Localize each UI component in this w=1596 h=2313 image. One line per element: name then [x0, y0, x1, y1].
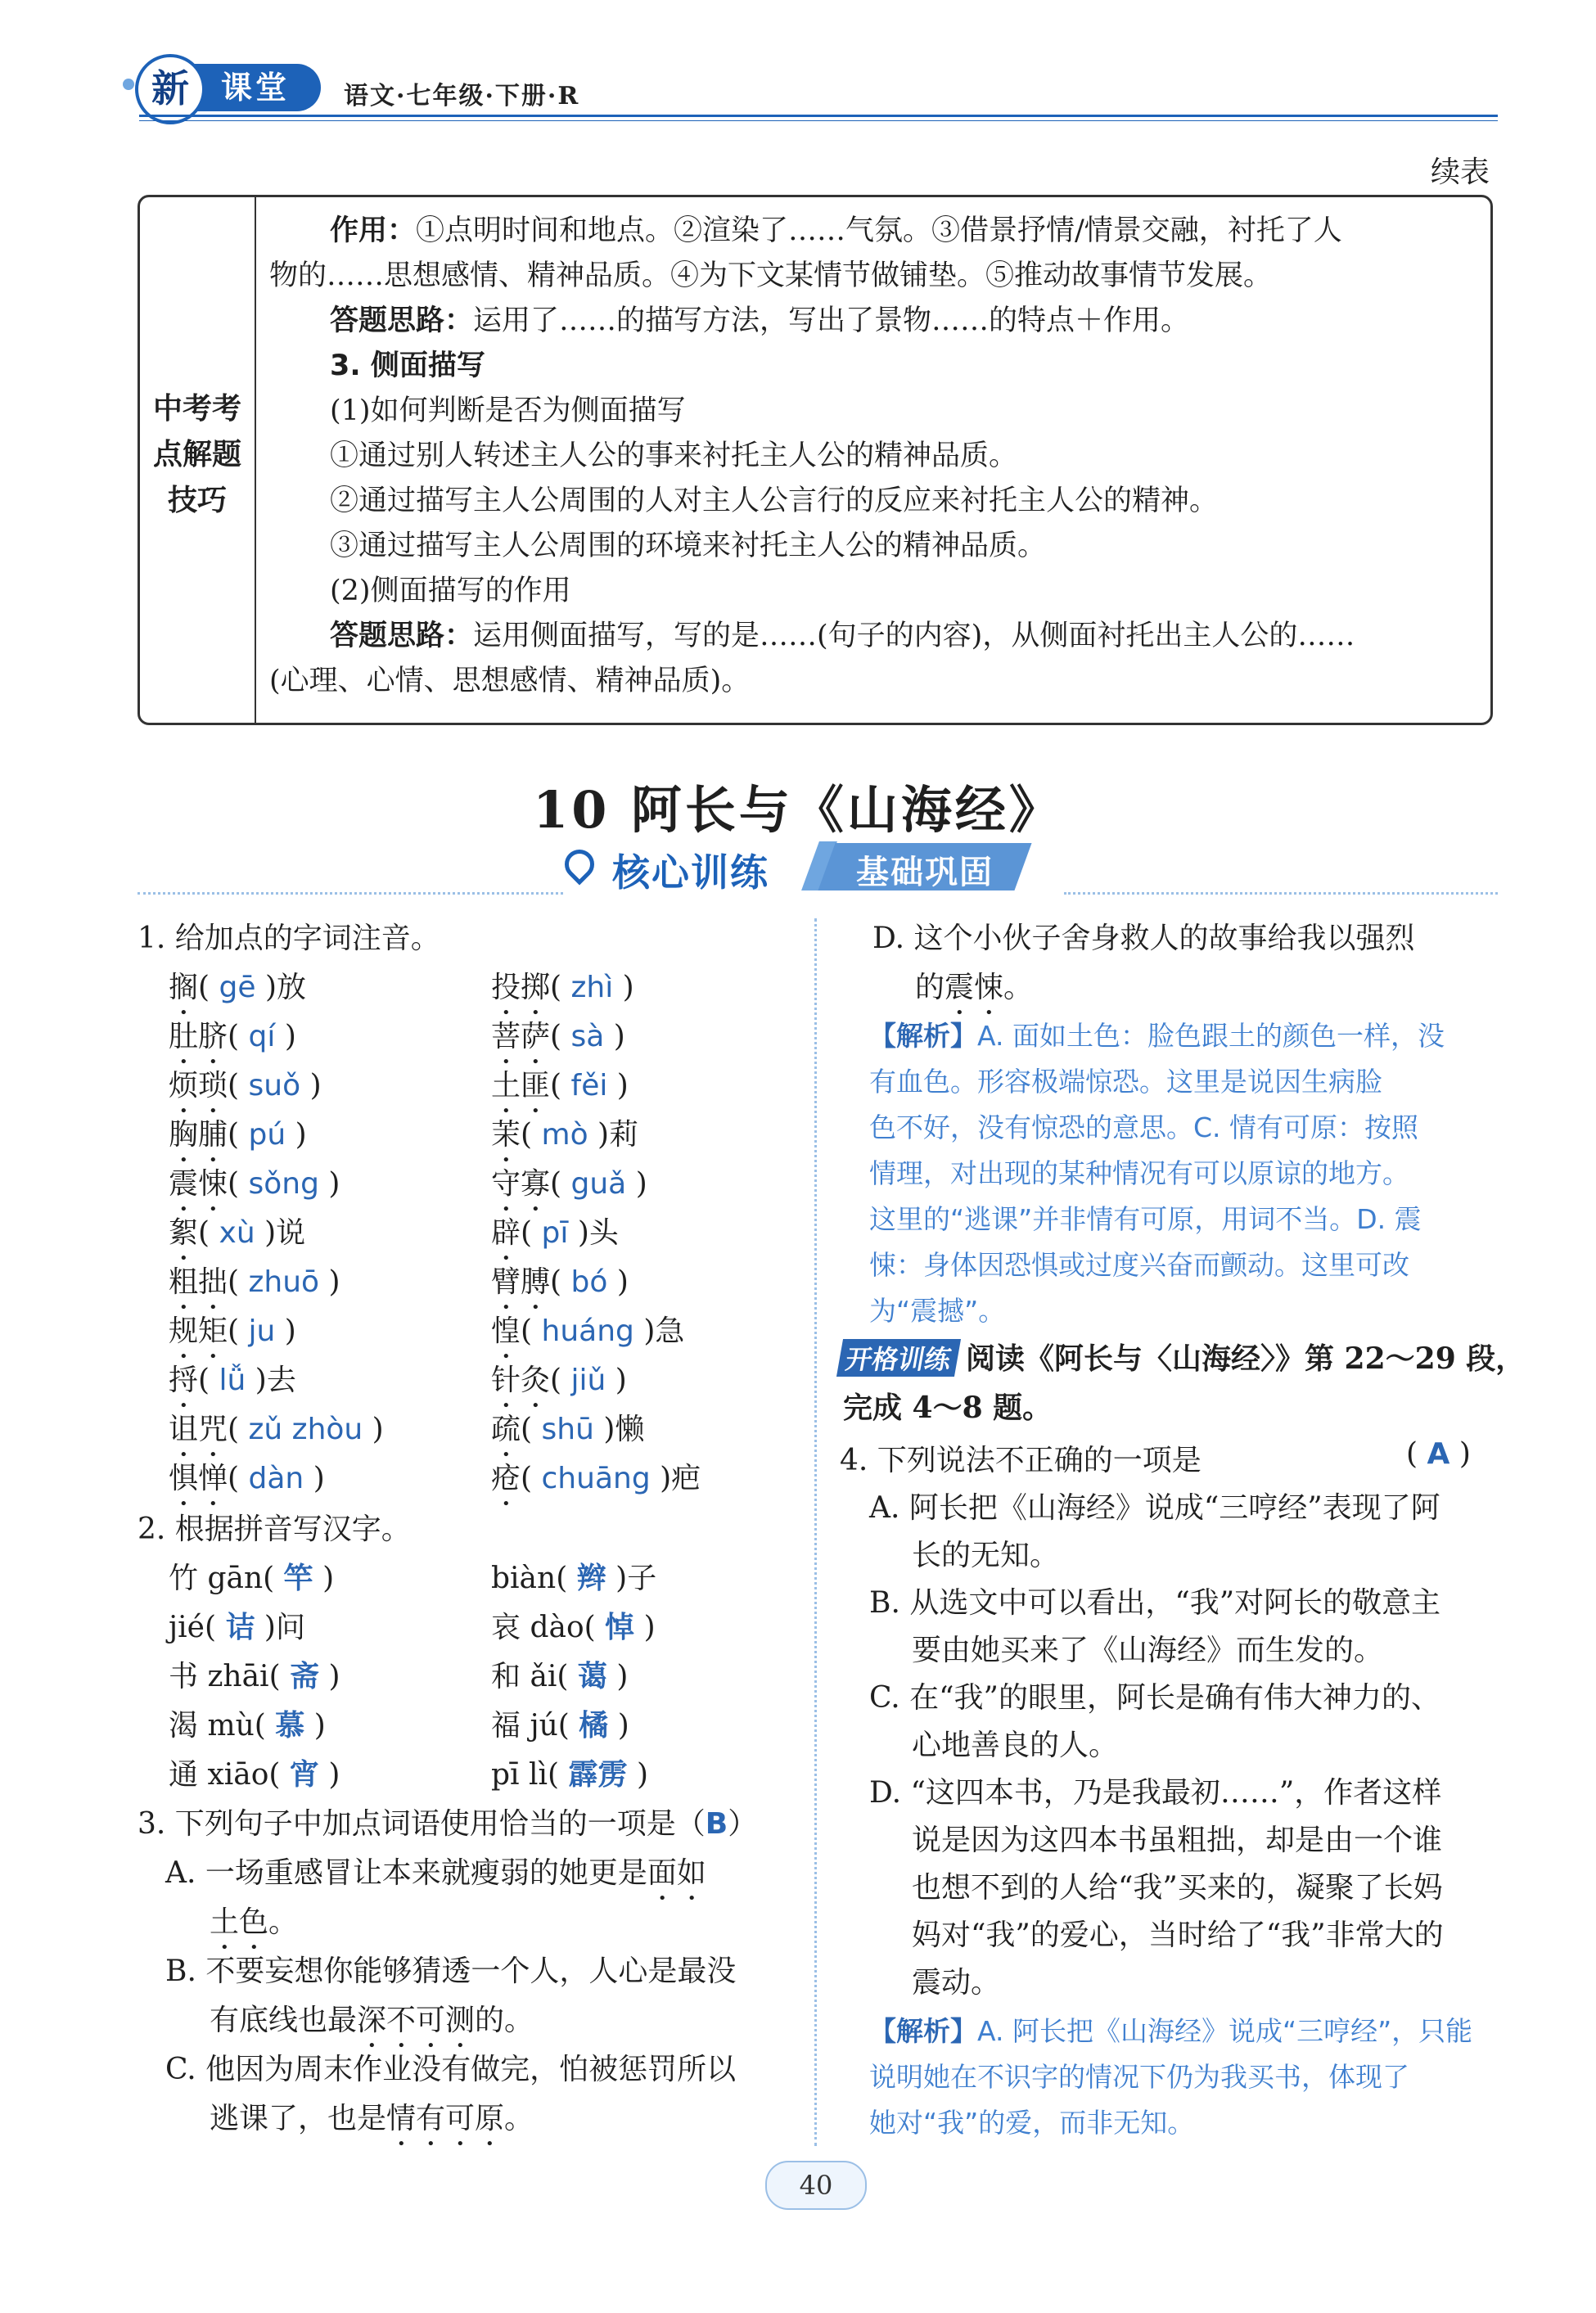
- table-line: ③通过描写主人公周围的环境来衬托主人公的精神品质。: [330, 530, 1047, 562]
- table-row-label: [140, 386, 255, 523]
- header-dot: [123, 79, 134, 90]
- header-badge-char: 新: [135, 54, 205, 124]
- tips-table: [138, 195, 1493, 725]
- table-line: (1)如何判断是否为侧面描写: [330, 395, 686, 427]
- table-line: ②通过描写主人公周围的人对主人公言行的反应来衬托主人公的精神。: [330, 485, 1219, 517]
- q4-option-line: 长的无知。: [912, 1539, 1060, 1572]
- q1-item: 茉( mò )莉: [491, 1118, 639, 1152]
- q1-item: 絮( xù )说: [169, 1216, 306, 1250]
- q1-item: 震悚( sǒng ): [169, 1167, 340, 1201]
- q2-item: 和 ǎi( 蔼 ): [491, 1659, 629, 1693]
- q4-option-line: 震动。: [912, 1966, 1001, 2000]
- q1-item: 胸脯( pú ): [169, 1118, 307, 1152]
- q1-item: 投掷( zhì ): [491, 971, 634, 1004]
- q2-item: 书 zhāi( 斋 ): [169, 1659, 340, 1693]
- q4-option-line: 说是因为这四本书虽粗拙，却是由一个谁: [912, 1824, 1443, 1857]
- header-badge-pill: 课堂: [190, 64, 321, 111]
- core-training-label: 核心训练: [612, 850, 769, 895]
- q1-item: 烦琐( suǒ ): [169, 1069, 322, 1102]
- dotted-rule-right: [1064, 892, 1498, 895]
- q4-stem: 4. 下列说法不正确的一项是: [840, 1444, 1202, 1477]
- kaige-line2: 完成 4～8 题。: [843, 1391, 1053, 1425]
- q1-item: 诅咒( zǔ zhòu ): [169, 1413, 384, 1446]
- q1-item: 捋( lǚ )去: [169, 1364, 296, 1397]
- q1-item: 肚脐( qí ): [169, 1020, 296, 1053]
- row-label-line: 技巧: [167, 483, 227, 517]
- table-line: 答题思路：运用侧面描写，写的是……(句子的内容)，从侧面衬托出主人公的……: [330, 620, 1355, 652]
- q3-option-a: A. 一场重感冒让本来就瘦弱的她更是面如: [165, 1856, 706, 1890]
- q4-option-line: D. “这四本书，乃是我最初……”，作者这样: [869, 1776, 1442, 1810]
- q1-item: 粗拙( zhuō ): [169, 1265, 340, 1299]
- analysis-line: 有血色。形容极端惊恐。这里是说因生病脸: [869, 1066, 1382, 1098]
- basic-tab-label: 基础巩固: [856, 854, 994, 891]
- q1-item: 规矩( ju ): [169, 1314, 296, 1348]
- q1-item: 针灸( jiǔ ): [491, 1364, 627, 1397]
- table-line: 3. 侧面描写: [330, 349, 485, 382]
- table-line: (2)侧面描写的作用: [330, 575, 571, 607]
- header-subtitle: 语文·七年级·下册·R: [344, 82, 580, 110]
- analysis-line: 为“震撼”。: [869, 1295, 1006, 1327]
- q2-item: 通 xiāo( 宵 ): [169, 1757, 340, 1792]
- q3-option-c-cont: 逃课了，也是情有可原。: [210, 2102, 534, 2135]
- analysis-line: 【解析】A. 面如土色：脸色跟土的颜色一样，没: [869, 1020, 1445, 1052]
- q4-option-line: 心地善良的人。: [912, 1729, 1119, 1762]
- q4-option-line: A. 阿长把《山海经》说成“三哼经”表现了阿: [869, 1491, 1440, 1525]
- table-line: (心理、心情、思想感情、精神品质)。: [269, 665, 751, 697]
- analysis-line: 她对“我”的爱，而非无知。: [869, 2107, 1195, 2139]
- analysis-line: 悚：身体因恐惧或过度兴奋而颤动。这里可改: [869, 1249, 1409, 1281]
- continued-label: 续表: [1430, 156, 1490, 189]
- q3-option-b-cont: 有底线也最深不可测的。: [210, 2004, 534, 2037]
- analysis-line: 色不好，没有惊恐的意思。C. 情有可原：按照: [869, 1111, 1419, 1143]
- q2-item: 福 jú( 橘 ): [491, 1708, 629, 1743]
- q1-item: 菩萨( sà ): [491, 1020, 625, 1053]
- q3-option-b: B. 不要妄想你能够猜透一个人，人心是最没: [165, 1955, 737, 1988]
- q3-answer: B: [705, 1807, 728, 1841]
- q4-answer-paren: ( A ): [1406, 1437, 1471, 1471]
- header-rule: [139, 115, 1498, 117]
- q2-item: 哀 dào( 悼 ): [491, 1610, 656, 1644]
- kaige-tag: 开格训练: [836, 1339, 961, 1377]
- q3-stem: 3. 下列句子中加点词语使用恰当的一项是（B）: [138, 1807, 758, 1841]
- row-label-line: 点解题: [152, 437, 241, 471]
- q3-option-d-cont: 的震悚。: [915, 971, 1034, 1004]
- row-label-line: 中考考: [152, 391, 241, 426]
- table-divider: [255, 197, 256, 723]
- table-body: [269, 209, 1481, 704]
- q1-item: 土匪( fěi ): [491, 1069, 629, 1102]
- q1-item: 疮( chuāng )疤: [491, 1462, 701, 1495]
- q2-stem: 2. 根据拼音写汉字。: [138, 1513, 411, 1546]
- analysis-line: 情理，对出现的某种情况有可以原谅的地方。: [869, 1157, 1409, 1189]
- q1-item: 搁( gē )放: [169, 971, 307, 1004]
- header-rule-thin: [139, 120, 1498, 121]
- q1-stem: 1. 给加点的字词注音。: [138, 922, 440, 955]
- table-line: 答题思路：运用了……的描写方法，写出了景物……的特点＋作用。: [330, 304, 1190, 337]
- q1-item: 惶( huáng )急: [491, 1314, 685, 1348]
- column-divider: [814, 918, 817, 2146]
- q4-option-line: 也想不到的人给“我”买来的，凝聚了长妈: [912, 1871, 1443, 1905]
- analysis-line: 说明她在不识字的情况下仍为我买书，体现了: [869, 2061, 1409, 2093]
- q3-option-a-cont: 土色。: [210, 1905, 299, 1939]
- page-number: 40: [765, 2161, 867, 2210]
- location-pin-icon: [559, 844, 601, 886]
- analysis-line: 【解析】A. 阿长把《山海经》说成“三哼经”，只能: [869, 2015, 1473, 2047]
- q4-answer: A: [1427, 1437, 1450, 1471]
- q4-option-line: B. 从选文中可以看出，“我”对阿长的敬意主: [869, 1586, 1441, 1620]
- analysis-line: 这里的“逃课”并非情有可原，用词不当。D. 震: [869, 1203, 1422, 1235]
- q1-item: 辟( pī )头: [491, 1216, 619, 1250]
- table-line: 作用：①点明时间和地点。②渲染了……气氛。③借景抒情/情景交融，衬托了人: [330, 214, 1342, 247]
- q4-option-line: 要由她买来了《山海经》而生发的。: [912, 1634, 1384, 1667]
- q2-item: pī lì( 霹雳 ): [491, 1757, 649, 1792]
- q1-item: 守寡( guǎ ): [491, 1167, 647, 1201]
- q2-item: biàn( 辫 )子: [491, 1561, 657, 1595]
- q2-item: 渴 mù( 慕 ): [169, 1708, 326, 1743]
- q2-item: 竹 gān( 竿 ): [169, 1561, 335, 1595]
- q1-item: 疏( shū )懒: [491, 1413, 645, 1446]
- q3-option-c: C. 他因为周末作业没有做完，怕被惩罚所以: [165, 2053, 737, 2086]
- q4-option-line: C. 在“我”的眼里，阿长是确有伟大神力的、: [869, 1681, 1440, 1715]
- q1-item: 臂膊( bó ): [491, 1265, 629, 1299]
- lesson-title: 10 阿长与《山海经》: [533, 780, 1063, 840]
- table-line: ①通过别人转述主人公的事来衬托主人公的精神品质。: [330, 440, 1018, 472]
- table-line: 物的……思想感情、精神品质。④为下文某情节做铺垫。⑤推动故事情节发展。: [269, 259, 1273, 292]
- q2-item: jié( 诘 )问: [169, 1610, 305, 1644]
- kaige-line1: 开格训练 阅读《阿长与〈山海经〉》第 22～29 段，: [840, 1336, 1525, 1377]
- dotted-rule-left: [138, 892, 563, 895]
- q4-option-line: 妈对“我”的爱心，当时给了“我”非常大的: [912, 1918, 1444, 1952]
- q1-item: 惧惮( dàn ): [169, 1462, 325, 1495]
- q3-option-d: D. 这个小伙子舍身救人的故事给我以强烈: [872, 922, 1415, 955]
